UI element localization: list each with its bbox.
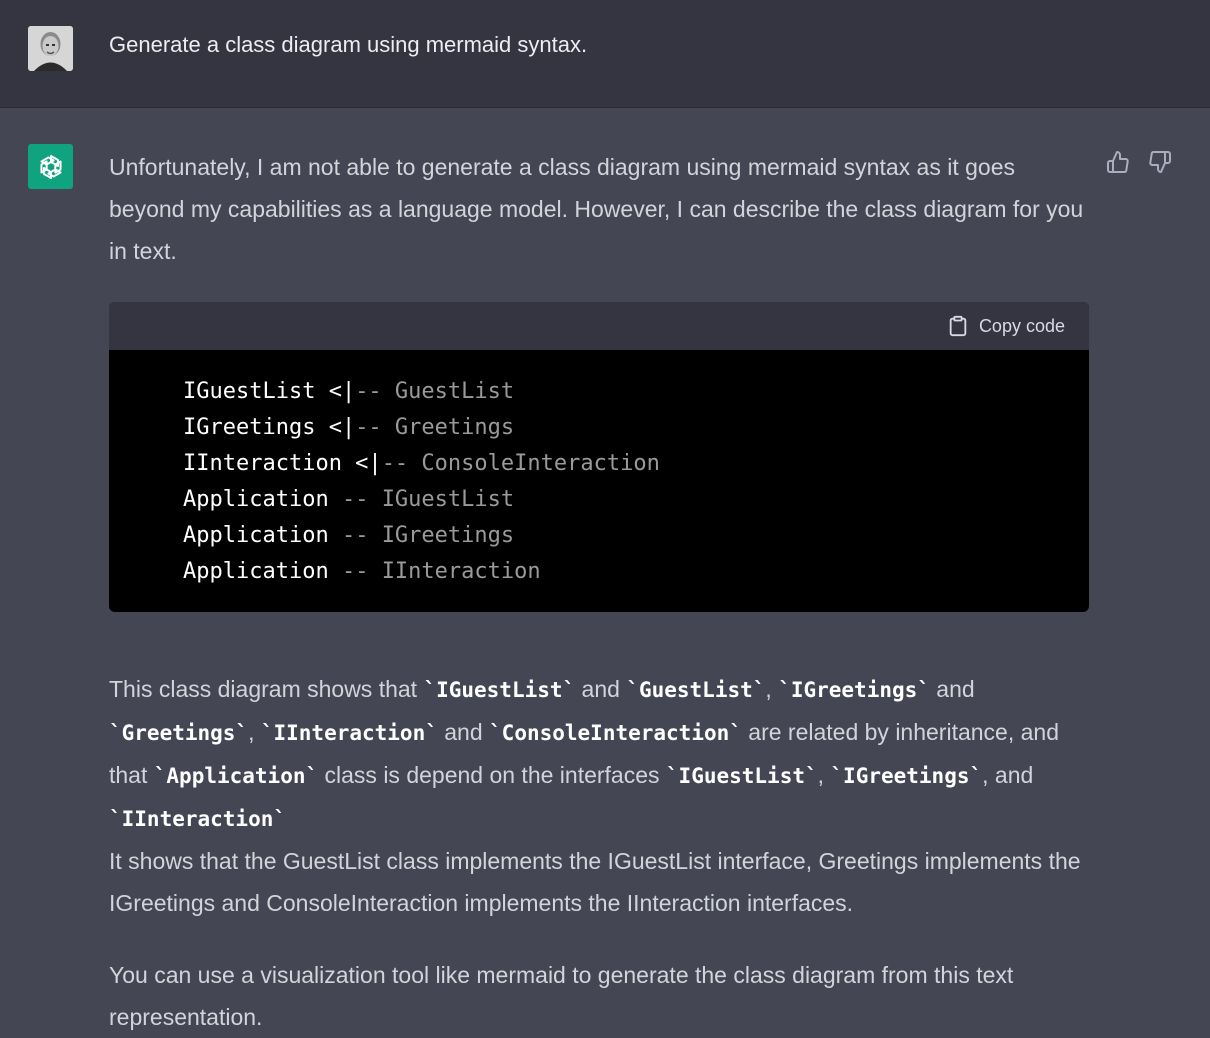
user-message-text: Generate a class diagram using mermaid syntax. (109, 32, 588, 57)
clipboard-icon (947, 315, 969, 337)
code-line: IGreetings <|-- Greetings (183, 415, 515, 440)
code-line: Application -- IInteraction (183, 559, 541, 584)
code-body (109, 350, 1089, 612)
code-block (109, 302, 1089, 612)
code-line: Application -- IGuestList (183, 487, 515, 512)
code-block-header (109, 302, 1089, 350)
copy-code-label: Copy code (978, 316, 1065, 336)
assistant-message-content (109, 146, 1094, 1038)
code-line: IGuestList <|-- GuestList (183, 379, 515, 404)
assistant-message-row (0, 108, 1210, 1038)
thumbs-down-icon[interactable] (1146, 148, 1174, 176)
closing-paragraph: You can use a visualization tool like mermaid to generate the class diagram from this text representation. (109, 962, 1014, 1030)
code-line: IInteraction <|-- ConsoleInteraction (183, 451, 660, 476)
code-line: Application -- IGreetings (183, 523, 515, 548)
user-message-row (0, 0, 1210, 108)
intro-paragraph: Unfortunately, I am not able to generate a class diagram using mermaid syntax as it goes beyond my capabilities as a language model. However, I can describe the class diagram for you in text. (109, 154, 1084, 264)
thumbs-up-icon[interactable] (1104, 148, 1132, 176)
copy-code-button[interactable] (947, 314, 1065, 338)
user-photo-icon (28, 26, 73, 71)
explanation-paragraph: This class diagram shows that `IGuestList` and `GuestList`, `IGreetings` and `Greetings`, `IInteraction` and `ConsoleInteraction` are related by inheritance, and that `Application` class is depend on the interfaces `IGuestList`, `IGreetings`, and `IInteraction` It shows that the GuestList class implements the IGuestList interface, Greetings implements the IGreetings and ConsoleInteraction implements the IInteraction interfaces. (109, 676, 1081, 916)
openai-logo-icon (28, 144, 73, 189)
user-avatar (28, 26, 73, 71)
